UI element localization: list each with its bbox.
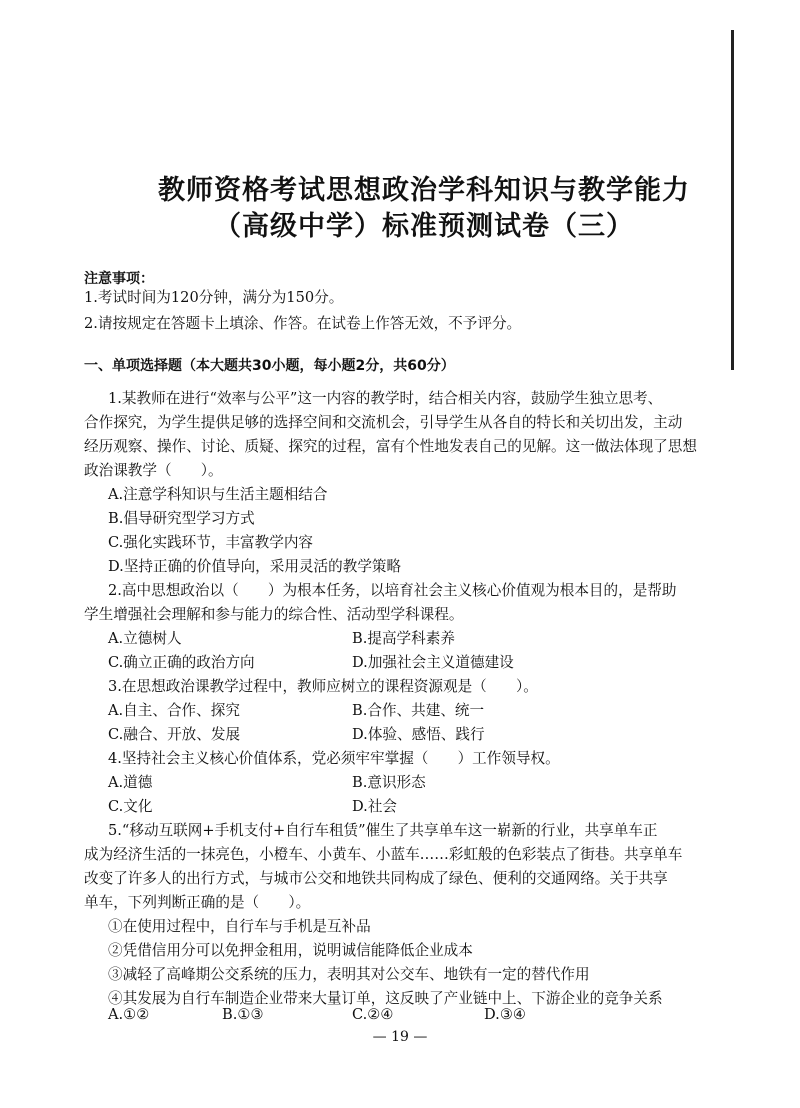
question-2-option-b: B.提高学科素养	[352, 630, 455, 647]
question-3-text: 3.在思想政治课教学过程中，教师应树立的课程资源观是（ ）。	[108, 678, 538, 695]
question-5-option-a: A.①②	[108, 1006, 150, 1023]
question-5-statement: ②凭借信用分可以免押金租用，说明诚信能降低企业成本	[108, 942, 473, 959]
exam-title-line-1: 教师资格考试思想政治学科知识与教学能力	[158, 175, 690, 206]
question-5-statement: ③减轻了高峰期公交系统的压力，表明其对公交车、地铁有一定的替代作用	[108, 966, 590, 983]
question-5-text: 成为经济生活的一抹亮色，小橙车、小黄车、小蓝车……彩虹般的色彩装点了街巷。共享单车	[84, 846, 683, 863]
question-2-option-d: D.加强社会主义道德建设	[352, 654, 514, 671]
question-3-option-d: D.体验、感悟、践行	[352, 726, 485, 743]
question-1-option-b: B.倡导研究型学习方式	[108, 510, 255, 527]
question-1-option-c: C.强化实践环节，丰富教学内容	[108, 534, 314, 551]
notice-item: 2.请按规定在答题卡上填涂、作答。在试卷上作答无效，不予评分。	[84, 315, 522, 332]
question-5-statement: ①在使用过程中，自行车与手机是互补品	[108, 918, 371, 935]
question-1-option-d: D.坚持正确的价值导向，采用灵活的教学策略	[108, 558, 402, 575]
question-1-text: 政治课教学（ ）。	[84, 462, 223, 479]
question-3-option-b: B.合作、共建、统一	[352, 702, 485, 719]
question-3-option-a: A.自主、合作、探究	[108, 702, 240, 719]
question-5-statement: ④其发展为自行车制造企业带来大量订单，这反映了产业链中上、下游企业的竞争关系	[108, 990, 663, 1007]
question-3-option-c: C.融合、开放、发展	[108, 726, 241, 743]
question-2-text: 2.高中思想政治以（ ）为根本任务，以培育社会主义核心价值观为根本目的，是帮助	[108, 582, 677, 599]
question-4-option-c: C.文化	[108, 798, 153, 815]
page-number: — 19 —	[372, 1029, 428, 1045]
notice-heading: 注意事项：	[84, 271, 154, 287]
section-heading: 一、单项选择题（本大题共30小题，每小题2分，共60分）	[84, 358, 455, 374]
question-1-text: 经历观察、操作、讨论、质疑、探究的过程，富有个性地发表自己的见解。这一做法体现了思想	[84, 438, 697, 455]
question-4-option-d: D.社会	[352, 798, 398, 815]
question-2-option-c: C.确立正确的政治方向	[108, 654, 255, 671]
question-5-text: 单车，下列判断正确的是（ ）。	[84, 894, 311, 911]
notice-item: 1.考试时间为120分钟，满分为150分。	[84, 289, 344, 306]
question-4-text: 4.坚持社会主义核心价值体系，党必须牢牢掌握（ ）工作领导权。	[108, 750, 560, 767]
question-4-option-b: B.意识形态	[352, 774, 426, 791]
question-2-text: 学生增强社会理解和参与能力的综合性、活动型学科课程。	[84, 606, 464, 623]
question-5-text: 5.“移动互联网+手机支付+自行车租赁”催生了共享单车这一崭新的行业，共享单车正	[108, 822, 658, 839]
question-1-text: 合作探究，为学生提供足够的选择空间和交流机会，引导学生从各自的特长和关切出发，主动	[84, 414, 683, 431]
question-1-text: 1.某教师在进行“效率与公平”这一内容的教学时，结合相关内容，鼓励学生独立思考、	[108, 390, 663, 407]
question-1-option-a: A.注意学科知识与生活主题相结合	[108, 486, 328, 503]
question-5-text: 改变了许多人的出行方式，与城市公交和地铁共同构成了绿色、便利的交通网络。关于共享	[84, 870, 668, 887]
question-5-option-b: B.①③	[222, 1006, 264, 1023]
question-5-option-c: C.②④	[352, 1006, 394, 1023]
exam-title-line-2: （高级中学）标准预测试卷（三）	[214, 211, 634, 242]
question-2-option-a: A.立德树人	[108, 630, 182, 647]
question-4-option-a: A.道德	[108, 774, 153, 791]
question-5-option-d: D.③④	[484, 1006, 526, 1023]
